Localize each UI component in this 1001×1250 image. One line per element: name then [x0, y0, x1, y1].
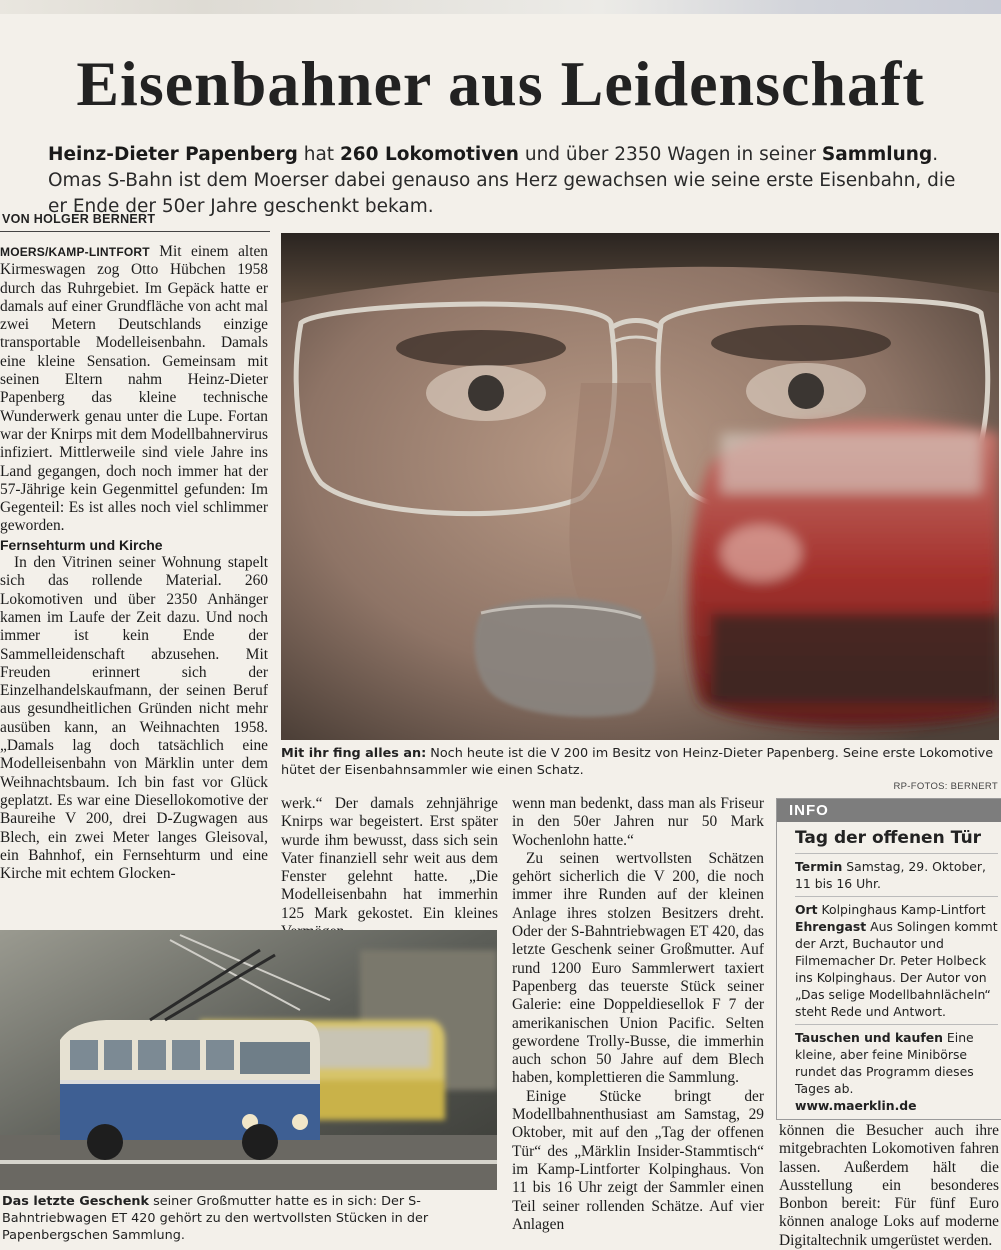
- photo2-caption-text: seiner Großmutter hatte es in sich: Der S-Bahntriebwagen ET 420 gehört zu den wertvollsten Stücken in der Papenbergschen Sammlung.: [2, 1194, 429, 1243]
- photo-credit: RP-FOTOS: BERNERT: [893, 781, 998, 792]
- info-gast-label: Ehrengast: [795, 919, 867, 934]
- subhead-text-3: . Omas S-Bahn ist dem Moerser dabei genauso ans Herz gewachsen wie seine erste Eisenbahn, die er Ende der 50er Jahre geschenkt bekam.: [48, 144, 956, 217]
- subheadline: [48, 142, 978, 220]
- byline-rule: [0, 231, 270, 232]
- photo2-caption-lead: Das letzte Geschenk: [2, 1194, 150, 1209]
- col3-paragraph-3: Einige Stücke bringt der Modellbahnenthusiast am Samstag, 29 Oktober, mit auf den „Tag der offenen Tür“ des „Märklin Insider-Stammtisch“ im Kamp-Lintforter Kolpinghaus. Von 11 bis 16 Uhr zeigt der Sammler einen Teil seiner rollenden Schätze. Auf vier Anlagen: [512, 1087, 764, 1233]
- info-title: Tag der offenen Tür: [795, 828, 982, 848]
- dateline: MOERS/KAMP-LINTFORT: [0, 245, 150, 259]
- col2-paragraph-1: werk.“ Der damals zehnjährige Knirps war begeistert. Erst später wurde ihm bewusst, dass sich sein Vater finanziell sehr weit aus dem Fenster gelehnt hatte. „Die Modelleisenbahn hat immerhin 125 Mark gekostet. Ein kleines: [281, 795, 498, 922]
- info-box: [776, 798, 1001, 1120]
- photo-collector-with-locomotive: [281, 233, 999, 740]
- info-ort: [795, 896, 998, 918]
- info-url[interactable]: www.maerklin.de: [795, 1098, 917, 1113]
- info-termin-value: Samstag, 29. Oktober, 11 bis 16 Uhr.: [795, 859, 986, 891]
- info-ort-label: Ort: [795, 902, 818, 917]
- subhead-name: Heinz-Dieter Papenberg: [48, 144, 298, 165]
- article-column-2: [281, 795, 498, 941]
- subhead-text-1: hat: [297, 144, 340, 165]
- info-termin-label: Termin: [795, 859, 843, 874]
- info-gast-value: Aus Solingen kommt der Arzt, Buchautor und Filmemacher Dr. Peter Holbeck ins Kolpinghaus. Der Autor von „Das selige Modellbahnlächeln“ steht Rede und Antwort.: [795, 919, 998, 1019]
- info-tausch-value: Eine kleine, aber feine Minibörse rundet das Programm dieses Tages ab.: [795, 1030, 974, 1096]
- article-column-1: [0, 243, 268, 883]
- info-content: [777, 822, 1001, 1118]
- col4-paragraph-1: können die Besucher auch ihre mitgebrachten Lokomotiven fahren lassen. Außerdem hält die Ausstellung ein besonderes Bonbon bereit: Für fünf Euro können analoge Loks auf moderne Digitaltechnik umgerüstet werden.: [779, 1122, 999, 1249]
- headline: Eisenbahner aus Leidenschaft: [76, 48, 925, 119]
- info-tausch: [795, 1024, 998, 1097]
- page-top-strip: [0, 0, 1001, 14]
- col1-p1-text: Mit einem alten Kirmeswagen zog Otto Hübchen 1958 durch das Ruhrgebiet. Im Gepäck hatte er damals auf einer Grundfläche von acht mal zwei Metern Deutschlands einzige transportable Modelleisenbahn. Damals eine kleine Sensation. Gemeinsam mit seinen Eltern nahm Heinz-Dieter Papenberg das kleine technische Wunderwerk genau unter die Lupe. Fortan war der Knirps mit dem Modellbahnervirus infiziert. Mittlerweile sind viele Jahre ins Land gegangen, doch noch immer hat der 57-Jährige kein Gegenmittel gefunden: Im Gegenteil: Es ist alles noch viel schlimmer geworden.: [0, 243, 268, 535]
- info-ort-value: Kolpinghaus Kamp-Lintfort: [817, 902, 986, 917]
- subhead-locos: 260 Lokomotiven: [339, 144, 519, 165]
- col3-paragraph-1: wenn man bedenkt, dass man als Friseur in den 50er Jahren nur 50 Mark Wochenlohn hatte.“: [512, 795, 764, 849]
- collector-photo-illustration: [281, 233, 999, 740]
- col3-paragraph-2: Zu seinen wertvollsten Schätzen gehört sicherlich die V 200, die noch immer ihre Runden auf der kleinen Anlage ihres stolzen Besitzers dreht. Oder der S-Bahntriebwagen ET 420, das letzte Geschenk seiner Großmutter. Auf rund 1200 Euro Sammlerwert taxiert Papenberg das teuerste Stück seiner Galerie: eine Doppeldiesellok F 7 der amerikanischen Union Pacific. Selten gewordene Trolly-Busse, die immerhin auch schon 50 Jahre auf dem Blech haben, komplettieren die Sammlung.: [512, 849, 764, 1087]
- info-termin: [795, 853, 998, 892]
- col1-paragraph-2: In den Vitrinen seiner Wohnung stapelt sich das rollende Material. 260 Lokomotiven und über 2350 Anhänger kamen im Laufe der Zeit dazu. Und noch immer ist kein Ende der Sammelleidenschaft abzusehen. Mit Freuden erinnert sich der Einzelhandelskaufmann, der seinen Beruf aus gesundheitlichen Gründen nicht mehr ausüben kann, an Weihnachten 1958. „Damals lag doch tatsächlich eine Modelleisenbahn von Märklin unter dem Weihnachtsbaum. Ich bin fast vor Glück geplatzt. Es war eine Diesellokomotive der Baureihe V 200, drei D-Zugwagen aus Blech, ein zwei Meter langes Gleisoval, ein Bahnhof, ein Fernsehturm und eine Kirche mit echtem Glocken-: [0, 554, 268, 883]
- info-tausch-label: Tauschen und kaufen: [795, 1030, 943, 1045]
- trolley-photo-illustration: [0, 930, 497, 1190]
- article-column-3: [512, 795, 764, 1234]
- subhead-text-2: und über 2350 Wagen in seiner: [518, 144, 822, 165]
- info-header: INFO: [777, 799, 1001, 822]
- photo-trolley-buses: [0, 930, 497, 1190]
- photo2-caption: [2, 1193, 497, 1244]
- photo1-caption-text: Noch heute ist die V 200 im Besitz von Heinz-Dieter Papenberg. Seine erste Lokomotive hütet der Eisenbahnsammler wie einen Schatz.: [281, 746, 994, 778]
- col1-subheading: Fernsehturm und Kirche: [0, 536, 163, 553]
- byline: VON HOLGER BERNERT: [2, 212, 156, 226]
- info-gast: [795, 918, 998, 1020]
- subhead-collection: Sammlung: [821, 144, 933, 165]
- article-column-4: [779, 1122, 999, 1250]
- photo1-caption-lead: Mit ihr fing alles an:: [281, 746, 427, 761]
- photo1-caption: [281, 745, 999, 779]
- col1-paragraph-1: [0, 243, 268, 536]
